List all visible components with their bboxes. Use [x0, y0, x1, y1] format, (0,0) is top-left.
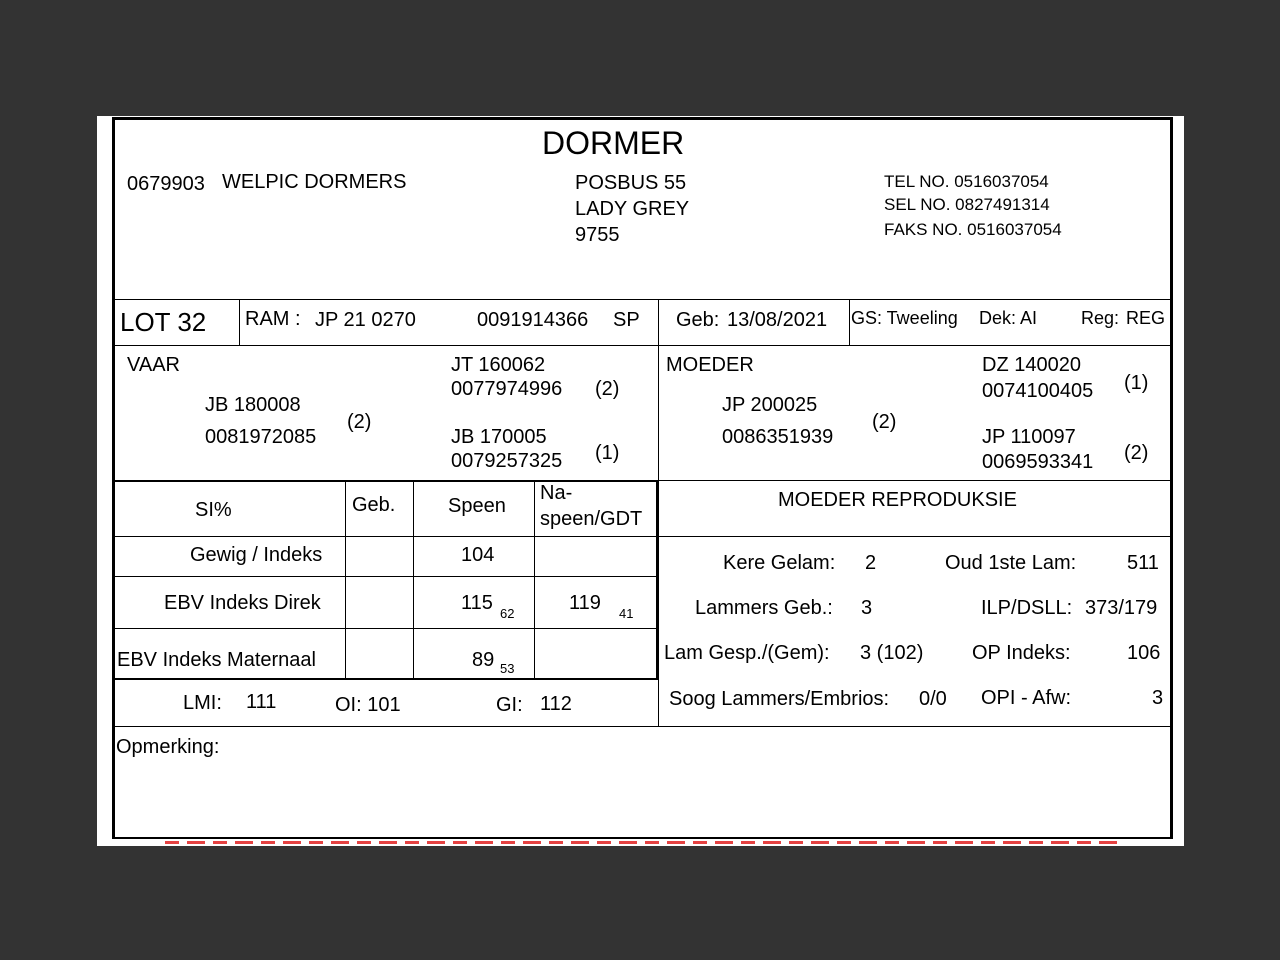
- dam-reg-number: 0086351939: [722, 426, 834, 448]
- opi-label: OPI - Afw:: [981, 687, 1072, 709]
- geb-label: Geb:: [676, 309, 720, 331]
- row-gewig-label: Gewig / Indeks: [190, 544, 323, 566]
- line-remarks-top: [115, 726, 1173, 727]
- lmi-label: LMI:: [183, 692, 222, 714]
- row-direk-speen-acc: 62: [500, 606, 515, 621]
- address-line-1: POSBUS 55: [575, 172, 687, 194]
- dam-id: JP 200025: [722, 394, 818, 416]
- line-lot-bottom: [115, 345, 1173, 346]
- row-gewig-speen: 104: [461, 544, 495, 566]
- oud-value: 511: [1127, 552, 1159, 574]
- repro-title: MOEDER REPRODUKSIE: [778, 489, 1017, 511]
- line-lot-top: [115, 299, 1173, 300]
- op-value: 106: [1127, 642, 1161, 664]
- dam-dam-id: JP 110097: [982, 426, 1076, 448]
- tel-number: TEL NO. 0516037054: [884, 172, 1049, 191]
- speen-header: Speen: [448, 495, 506, 517]
- sire-dam-id: JB 170005: [451, 426, 547, 448]
- op-label: OP Indeks:: [972, 642, 1071, 664]
- ilp-label: ILP/DSLL:: [981, 597, 1073, 619]
- row-direk-label: EBV Indeks Direk: [164, 592, 321, 614]
- opi-value: 3: [1152, 687, 1164, 709]
- line-si-right: [656, 480, 658, 678]
- line-si-col2: [413, 480, 414, 678]
- dam-sire-id: DZ 140020: [982, 354, 1081, 376]
- line-row1: [115, 576, 659, 577]
- cut-off-red-text: [165, 841, 1125, 844]
- gi-value: 112: [540, 693, 572, 715]
- reg-value: REG: [1126, 308, 1166, 328]
- gesp-value: 3 (102): [860, 642, 924, 664]
- sire-reg-number: 0081972085: [205, 426, 317, 448]
- kere-label: Kere Gelam:: [723, 552, 836, 574]
- line-geb-divider: [849, 299, 850, 345]
- ram-grade: SP: [613, 309, 640, 331]
- lammers-label: Lammers Geb.:: [695, 597, 833, 619]
- soog-value: 0/0: [919, 688, 947, 710]
- line-si-bottom: [115, 678, 659, 680]
- line-lot-divider: [239, 299, 240, 345]
- line-center-divider: [658, 299, 659, 726]
- na-header: Na-: [540, 482, 573, 504]
- si-header: SI%: [195, 499, 232, 521]
- ram-label: RAM :: [245, 308, 301, 330]
- dek-status: Dek: AI: [979, 308, 1038, 328]
- speen-gdt-header: speen/GDT: [540, 508, 643, 530]
- sire-id: JB 180008: [205, 394, 301, 416]
- birth-date: 13/08/2021: [727, 309, 828, 331]
- sire-sire-reg-number: 0077974996: [451, 378, 563, 400]
- line-si-top: [115, 480, 659, 482]
- address-line-2: LADY GREY: [575, 198, 690, 220]
- line-row2: [115, 628, 659, 629]
- lammers-value: 3: [861, 597, 873, 619]
- kere-value: 2: [865, 552, 877, 574]
- dam-sire-reg-number: 0074100405: [982, 380, 1094, 402]
- breeder-name: WELPIC DORMERS: [222, 171, 407, 193]
- address-line-3: 9755: [575, 224, 620, 246]
- reg-label: Reg:: [1081, 308, 1120, 328]
- sire-dam-grade: (1): [595, 442, 620, 464]
- oi-value: OI: 101: [335, 694, 401, 716]
- line-repro-header: [659, 536, 1173, 537]
- ram-reg-number: 0091914366: [477, 309, 589, 331]
- moeder-label: MOEDER: [666, 354, 754, 376]
- sire-sire-id: JT 160062: [451, 354, 546, 376]
- line-si-col1: [345, 480, 346, 678]
- dam-dam-reg-number: 0069593341: [982, 451, 1094, 473]
- oud-label: Oud 1ste Lam:: [945, 552, 1077, 574]
- dam-grade: (2): [872, 411, 897, 433]
- breeder-number: 0679903: [127, 173, 205, 195]
- soog-label: Soog Lammers/Embrios:: [669, 688, 890, 710]
- row-direk-na: 119: [569, 592, 601, 614]
- row-maternaal-speen: 89: [472, 649, 495, 671]
- lmi-value: 111: [246, 691, 277, 713]
- vaar-label: VAAR: [127, 354, 180, 376]
- row-maternaal-speen-acc: 53: [500, 661, 515, 676]
- gesp-label: Lam Gesp./(Gem):: [664, 642, 830, 664]
- sire-grade: (2): [347, 411, 372, 433]
- geb-header: Geb.: [352, 494, 396, 516]
- row-direk-speen: 115: [461, 592, 493, 614]
- row-direk-na-acc: 41: [619, 606, 634, 621]
- line-repro-top: [659, 480, 1173, 481]
- remarks-label: Opmerking:: [116, 736, 220, 758]
- dam-dam-grade: (2): [1124, 442, 1149, 464]
- faks-number: FAKS NO. 0516037054: [884, 220, 1062, 239]
- line-si-col3: [534, 480, 535, 678]
- gs-status: GS: Tweeling: [851, 308, 958, 328]
- line-si-header: [115, 536, 659, 537]
- sire-dam-reg-number: 0079257325: [451, 450, 563, 472]
- row-maternaal-label: EBV Indeks Maternaal: [117, 649, 316, 671]
- sel-number: SEL NO. 0827491314: [884, 195, 1050, 214]
- lot-number: LOT 32: [120, 307, 207, 337]
- dam-sire-grade: (1): [1124, 372, 1149, 394]
- gi-label: GI:: [496, 694, 523, 716]
- sire-sire-grade: (2): [595, 378, 620, 400]
- breed-title: DORMER: [542, 125, 685, 161]
- ilp-value: 373/179: [1085, 597, 1158, 619]
- ram-id: JP 21 0270: [315, 309, 416, 331]
